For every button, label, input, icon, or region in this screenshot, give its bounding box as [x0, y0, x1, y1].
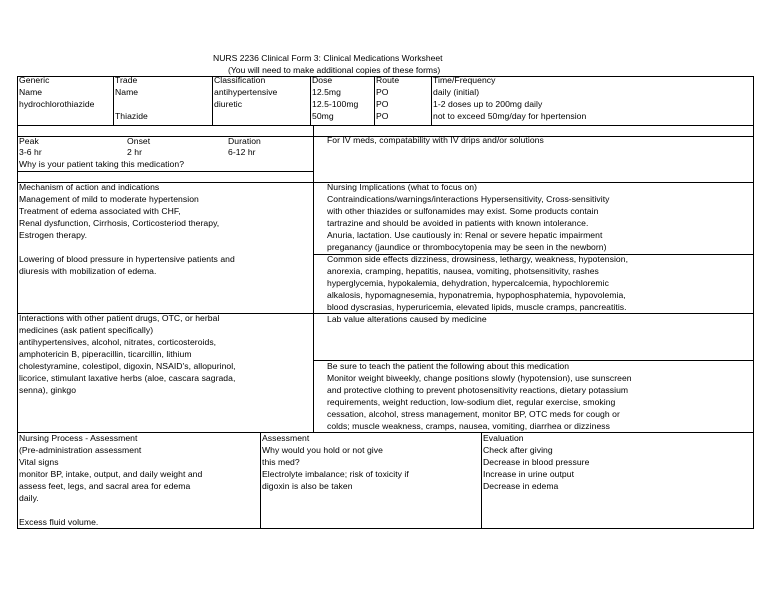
side-effects-line: alkalosis, hypomagnesemia, hyponatremia, hypophosphatemia, hypovolemia,: [327, 290, 626, 300]
mechanism-line: Treatment of edema associated with CHF,: [19, 206, 181, 216]
route-value-3: PO: [376, 111, 389, 121]
teaching-line: colds; muscle weakness, cramps, nausea, vomiting, diarrhea or dizziness: [327, 421, 610, 431]
peak-value: 3-6 hr: [19, 147, 42, 157]
interactions-line: licorice, stimulant laxative herbs (aloe, cascara sagrada,: [19, 373, 236, 383]
evaluation-line: Decrease in edema: [483, 481, 559, 491]
teaching-line: Monitor weight biweekly, change positions slowly (hypotension), use sunscreen: [327, 373, 632, 383]
interactions-line: senna), ginkgo: [19, 385, 77, 395]
dose-label: Dose: [312, 75, 333, 85]
teaching-line: cessation, alcohol, stress management, monitor BP, OTC meds for cough or: [327, 409, 620, 419]
process-line: Excess fluid volume.: [19, 517, 99, 527]
process-line: (Pre-administration assessment: [19, 445, 142, 455]
assessment-line: Why would you hold or not give: [262, 445, 383, 455]
implications-line: tartrazine and should be avoided in patients with known intolerance.: [327, 218, 589, 228]
assessment-line: Assessment: [262, 433, 310, 443]
onset-value: 2 hr: [127, 147, 143, 157]
why-taking-label: Why is your patient taking this medication?: [19, 159, 185, 169]
trade-name-value: Thiazide: [115, 111, 148, 121]
side-effects-line: anorexia, cramping, hepatitis, nausea, vomiting, photsensitivity, rashes: [327, 266, 599, 276]
generic-name-value: hydrochlorothiazide: [19, 99, 95, 109]
frequency-value-3: not to exceed 50mg/day for hpertension: [433, 111, 587, 121]
frequency-label: Time/Frequency: [433, 75, 496, 85]
route-value-1: PO: [376, 87, 389, 97]
dose-value-1: 12.5mg: [312, 87, 341, 97]
trade-label-name: Name: [115, 87, 139, 97]
trade-label: Trade: [115, 75, 138, 85]
iv-compatibility-label: For IV meds, compatability with IV drips and/or solutions: [327, 135, 544, 145]
mechanism-line: Estrogen therapy.: [19, 230, 88, 240]
onset-label: Onset: [127, 136, 151, 146]
generic-label-name: Name: [19, 87, 43, 97]
mechanism-line: Renal dysfunction, Cirrhosis, Corticosteriod therapy,: [19, 218, 220, 228]
frequency-value-2: 1-2 doses up to 200mg daily: [433, 99, 543, 109]
implications-line: preganancy (jaundice or thrombocytopenia may be seen in the newborn): [327, 242, 607, 252]
teaching-line: requirements, weight reduction, low-sodium diet, regular exercise, smoking: [327, 397, 616, 407]
classification-value-2: diuretic: [214, 99, 243, 109]
side-effects-line: Common side effects dizziness, drowsiness, lethargy, weakness, hypotension,: [327, 254, 629, 264]
process-line: Nursing Process - Assessment: [19, 433, 138, 443]
implications-line: Anuria, lactation. Use cautiously in: Renal or severe hepatic impairment: [327, 230, 603, 240]
implications-line: Nursing Implications (what to focus on): [327, 182, 478, 192]
frequency-value-1: daily (initial): [433, 87, 480, 97]
lab-alterations-label: Lab value alterations caused by medicine: [327, 314, 487, 324]
interactions-line: amphotericin B, piperacillin, ticarcillin, lithium: [19, 349, 192, 359]
page-subtitle: (You will need to make additional copies of these forms): [228, 65, 441, 75]
assessment-line: digoxin is also be taken: [262, 481, 353, 491]
side-effects-line: blood dyscrasias, hyperuricemia, elevated lipids, muscle cramps, pancreatitis.: [327, 302, 627, 312]
generic-label: Generic: [19, 75, 50, 85]
peak-label: Peak: [19, 136, 39, 146]
interactions-line: medicines (ask patient specifically): [19, 325, 154, 335]
mechanism-line: Mechanism of action and indications: [19, 182, 160, 192]
mechanism-line: Lowering of blood pressure in hypertensive patients and: [19, 254, 235, 264]
evaluation-line: Increase in urine output: [483, 469, 575, 479]
evaluation-line: Evaluation: [483, 433, 524, 443]
dose-value-2: 12.5-100mg: [312, 99, 359, 109]
side-effects-line: hyperglycemia, hypokalemia, dehydration, hypercalcemia, hypochloremic: [327, 278, 609, 288]
duration-value: 6-12 hr: [228, 147, 256, 157]
duration-label: Duration: [228, 136, 261, 146]
mechanism-line: diuresis with mobilization of edema.: [19, 266, 157, 276]
assessment-line: this med?: [262, 457, 300, 467]
assessment-line: Electrolyte imbalance; risk of toxicity if: [262, 469, 409, 479]
interactions-line: antihypertensives, alcohol, nitrates, corticosteroids,: [19, 337, 217, 347]
implications-line: Contraindications/warnings/interactions Hypersensitivity, Cross-sensitivity: [327, 194, 610, 204]
dose-value-3: 50mg: [312, 111, 334, 121]
evaluation-line: Decrease in blood pressure: [483, 457, 590, 467]
interactions-line: Interactions with other patient drugs, OTC, or herbal: [19, 313, 220, 323]
process-line: monitor BP, intake, output, and daily weight and: [19, 469, 203, 479]
implications-line: with other thiazides or sulfonamides may exist. Some products contain: [327, 206, 599, 216]
route-value-2: PO: [376, 99, 389, 109]
interactions-line: cholestyramine, colestipol, digoxin, NSAID's, allopurinol,: [19, 361, 236, 371]
page-title: NURS 2236 Clinical Form 3: Clinical Medications Worksheet: [213, 53, 443, 63]
mechanism-line: Management of mild to moderate hypertension: [19, 194, 199, 204]
evaluation-line: Check after giving: [483, 445, 553, 455]
route-label: Route: [376, 75, 400, 85]
process-line: Vital signs: [19, 457, 59, 467]
process-line: daily.: [19, 493, 39, 503]
classification-value-1: antihypertensive: [214, 87, 278, 97]
teaching-line: Be sure to teach the patient the following about this medication: [327, 361, 570, 371]
process-line: assess feet, legs, and sacral area for edema: [19, 481, 191, 491]
teaching-line: and protective clothing to prevent photosensitivity reactions, dietary potassium: [327, 385, 629, 395]
classification-label: Classification: [214, 75, 266, 85]
